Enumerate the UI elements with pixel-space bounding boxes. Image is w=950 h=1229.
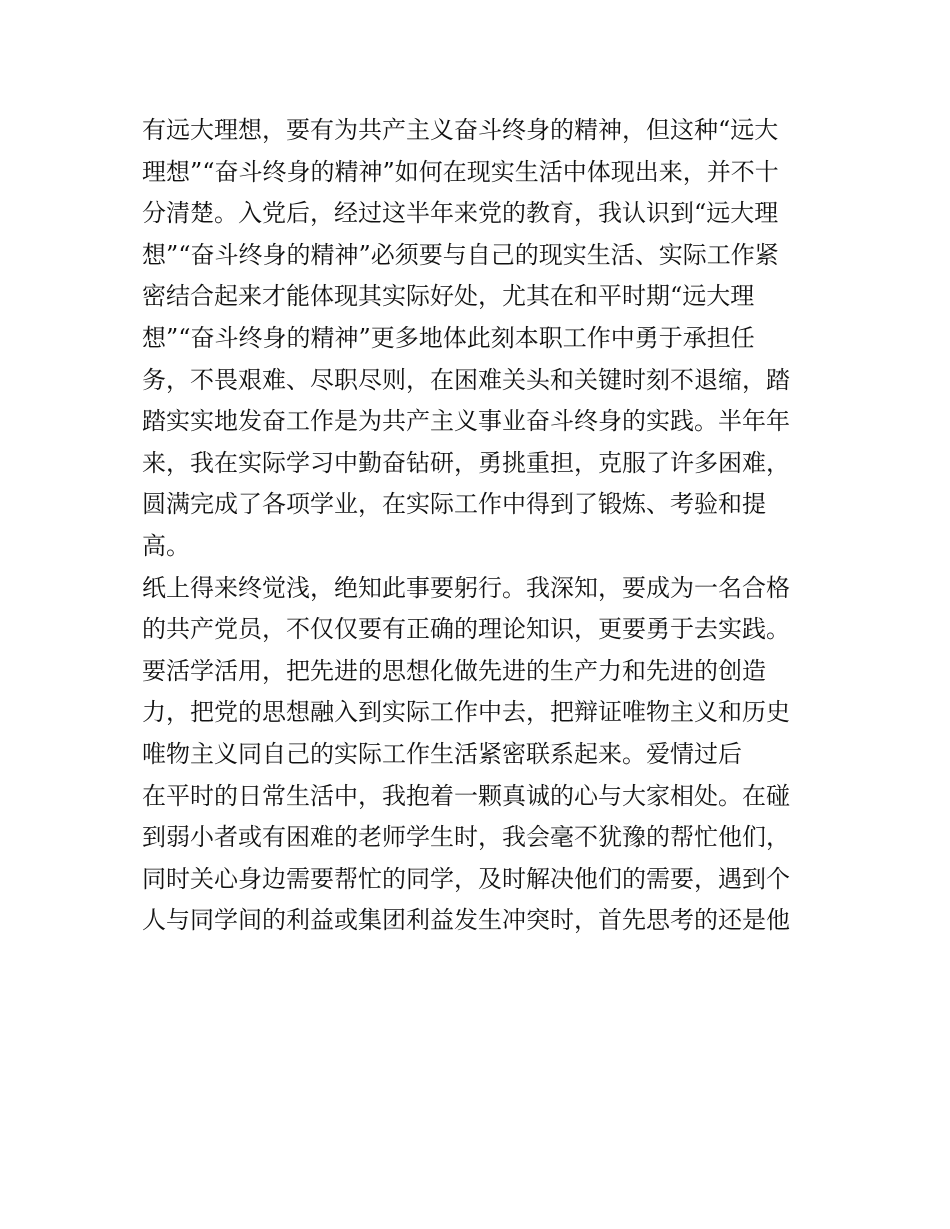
text-line-1: 有远大理想，要有为共产主义奋斗终身的精神，但这种“远大 [142,116,779,144]
document-body [142,110,822,942]
text-line-9: 来，我在实际学习中勤奋钻研，勇挑重担，克服了许多困难， [142,448,790,477]
text-line-10: 圆满完成了各项学业，在实际工作中得到了锻炼、考验和提 [142,490,766,519]
text-line-5: 密结合起来才能体现其实际好处，尤其在和平时期“远大理 [142,282,755,311]
text-line-4: 想”“奋斗终身的精神”必须要与自己的现实生活、实际工作紧 [142,240,779,269]
text-line-17: 在平时的日常生活中，我抱着一颗真诚的心与大家相处。在碰 [142,781,790,810]
text-line-14: 要活学活用，把先进的思想化做先进的生产力和先进的创造 [142,656,766,685]
text-line-12: 纸上得来终觉浅，绝知此事要躬行。我深知，要成为一名合格 [142,573,790,602]
text-line-2: 理想”“奋斗终身的精神”如何在现实生活中体现出来，并不十 [142,157,779,186]
text-line-8: 踏实实地发奋工作是为共产主义事业奋斗终身的实践。半年年 [142,407,790,436]
text-line-7: 务，不畏艰难、尽职尽则，在困难关头和关键时刻不退缩，踏 [142,365,790,394]
text-line-16: 唯物主义同自己的实际工作生活紧密联系起来。爱情过后 [142,739,742,768]
text-line-13: 的共产党员，不仅仅要有正确的理论知识，更要勇于去实践。 [142,615,790,644]
text-line-19: 同时关心身边需要帮忙的同学，及时解决他们的需要，遇到个 [142,864,790,893]
text-line-6: 想”“奋斗终身的精神”更多地体此刻本职工作中勇于承担任 [142,323,755,352]
text-line-11: 高。 [142,531,190,560]
text-line-18: 到弱小者或有困难的老师学生时，我会毫不犹豫的帮忙他们， [142,823,790,852]
text-line-3: 分清楚。入党后，经过这半年来党的教育，我认识到“远大理 [142,199,779,228]
text-line-20: 人与同学间的利益或集团利益发生冲突时，首先思考的还是他 [142,906,790,935]
text-line-15: 力，把党的思想融入到实际工作中去，把辩证唯物主义和历史 [142,698,790,727]
